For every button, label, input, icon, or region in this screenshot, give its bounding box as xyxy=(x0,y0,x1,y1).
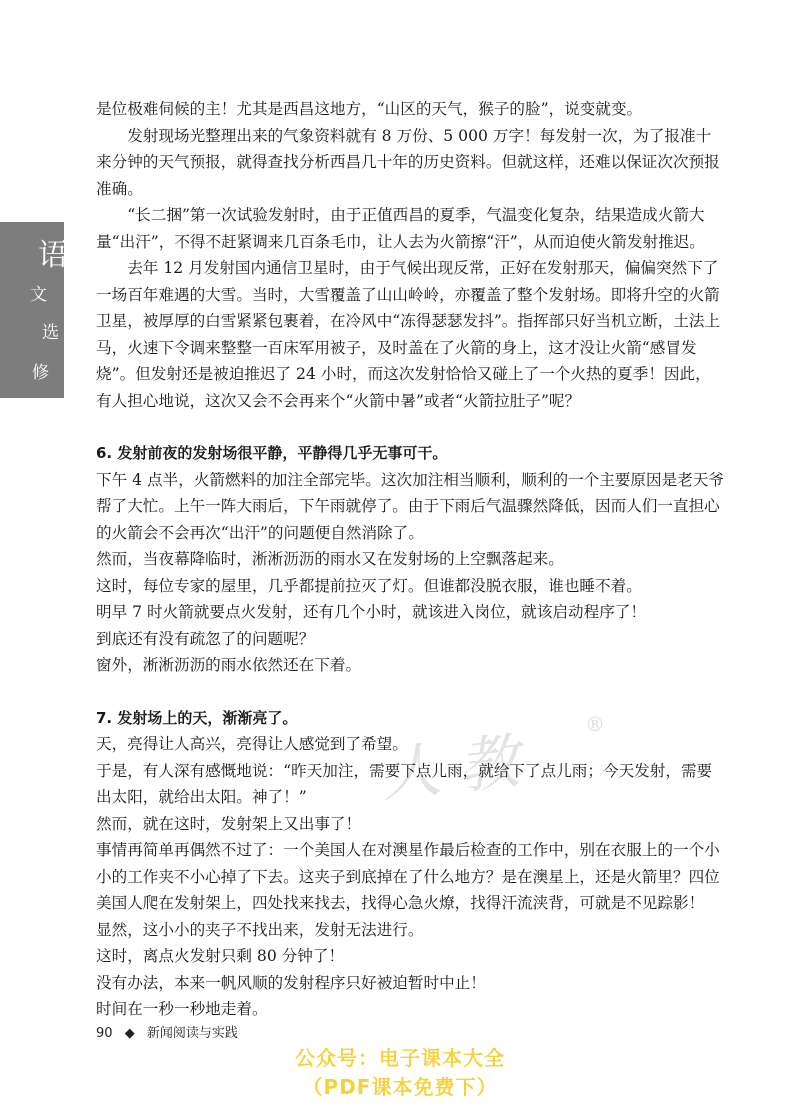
diamond-icon: ◆ xyxy=(124,1026,135,1041)
page-footer xyxy=(96,1022,246,1041)
paragraph: 然而，当夜幕降临时，淅淅沥沥的雨水又在发射场的上空飘落起来。 xyxy=(96,550,564,568)
side-tab-char: 修 xyxy=(32,363,49,383)
paragraph: 时间在一秒一秒地走着。 xyxy=(96,1000,268,1018)
paragraph: “长二捆”第一次试验发射时，由于正值西昌的夏季，气温变化复杂，结果造成火箭大量“出汗”，不得不赶紧调来几百条毛巾，让人去为火箭擦“汗”，从而迫使火箭发射推迟。 xyxy=(96,206,705,251)
side-tab-chars xyxy=(10,222,68,398)
paragraph: 到底还有没有疏忽了的问题呢？ xyxy=(96,629,315,648)
paragraph: 显然，这小小的夹子不找出来，发射无法进行。 xyxy=(96,920,424,939)
paragraph: 这时，离点火发射只剩 80 分钟了！ xyxy=(96,947,345,965)
overlay-line-1: 公众号：电子课本大全 xyxy=(295,1046,505,1070)
paragraph: 是位极难伺候的主！尤其是西昌这地方，“山区的天气，猴子的脸”，说变就变。 xyxy=(96,100,643,118)
section-heading: 7. 发射场上的天，渐渐亮了。 xyxy=(96,708,298,727)
paragraph: 这时，每位专家的屋里，几乎都提前拉灭了灯。但谁都没脱衣服，谁也睡不着。 xyxy=(96,576,642,595)
paragraph: 事情再简单再偶然不过了：一个美国人在对澳星作最后检查的工作中，别在衣服上的一个小小的工作夹不小心掉了下去。这夹子到底掉在了什么地方？是在澳星上，还是火箭里？四位美国人爬在发射架上，四处找来找去，找得心急火燎，找得汗流浃背，可就是不见踪影！ xyxy=(96,841,720,912)
paragraph: 窗外，淅淅沥沥的雨水依然还在下着。 xyxy=(96,656,362,674)
overlay-line-2: （PDF课本免费下） xyxy=(302,1075,498,1099)
paragraph: 没有办法，本来一帆风顺的发射程序只好被迫暂时中止！ xyxy=(96,973,486,992)
paragraph: 然而，就在这时，发射架上又出事了！ xyxy=(96,814,362,833)
side-tab-char: 文 xyxy=(30,285,47,305)
paragraph: 天，亮得让人高兴，亮得让人感觉到了希望。 xyxy=(96,735,408,753)
side-tab xyxy=(0,222,68,398)
body-text xyxy=(96,96,726,1023)
spacer xyxy=(96,679,726,705)
paragraph: 明早 7 时火箭就要点火发射，还有几个小时，就该进入岗位，就该启动程序了！ xyxy=(96,603,647,621)
publisher-watermark: 人教 xyxy=(377,725,540,811)
spacer xyxy=(96,414,726,440)
paragraph: 于是，有人深有感慨地说：“昨天加注，需要下点儿雨，就给下了点儿雨；今天发射，需要出太阳，就给出太阳。神了！” xyxy=(96,761,713,806)
registered-mark: ® xyxy=(585,712,605,736)
paragraph: 下午 4 点半，火箭燃料的加注全部完毕。这次加注相当顺利，顺利的一个主要原因是老天爷帮了大忙。上午一阵大雨后，下午雨就停了。由于下雨后气温骤然降低，因而人们一直担心的火箭会不会再次“出汗”的问题便自然消除了。 xyxy=(96,470,724,542)
side-tab-char: 选 xyxy=(42,323,59,343)
paragraph: 去年 12 月发射国内通信卫星时，由于气候出现反常，正好在发射那天，偏偏突然下了一场百年难遇的大雪。当时，大雪覆盖了山山岭岭，亦覆盖了整个发射场。即将升空的火箭卫星，被厚厚的白雪紧紧包裹着，在冷风中“冻得瑟瑟发抖”。指挥部只好当机立断，土法上马，火速下令调来整整一百床军用被子，及时盖在了火箭的身上，这才没让火箭“感冒发烧”。但发射还是被迫推迟了 24 小时，而这次发射恰恰又碰上了一个火热的夏季！因此，有人担心地说，这次又会不会再来个“火箭中暑”或者“火箭拉肚子”呢？ xyxy=(96,259,721,410)
book-title: 新闻阅读与实践 xyxy=(146,1026,238,1041)
page-number: 90 xyxy=(96,1026,113,1041)
side-tab-char: 语 xyxy=(38,238,68,273)
paragraph: 发射现场光整理出来的气象资料就有 8 万份、5 000 万字！每发射一次，为了报准十来分钟的天气预报，就得查找分析西昌几十年的历史资料。但就这样，还难以保证次次预报准确。 xyxy=(96,126,720,198)
section-heading: 6. 发射前夜的发射场很平静，平静得几乎无事可干。 xyxy=(96,444,448,462)
